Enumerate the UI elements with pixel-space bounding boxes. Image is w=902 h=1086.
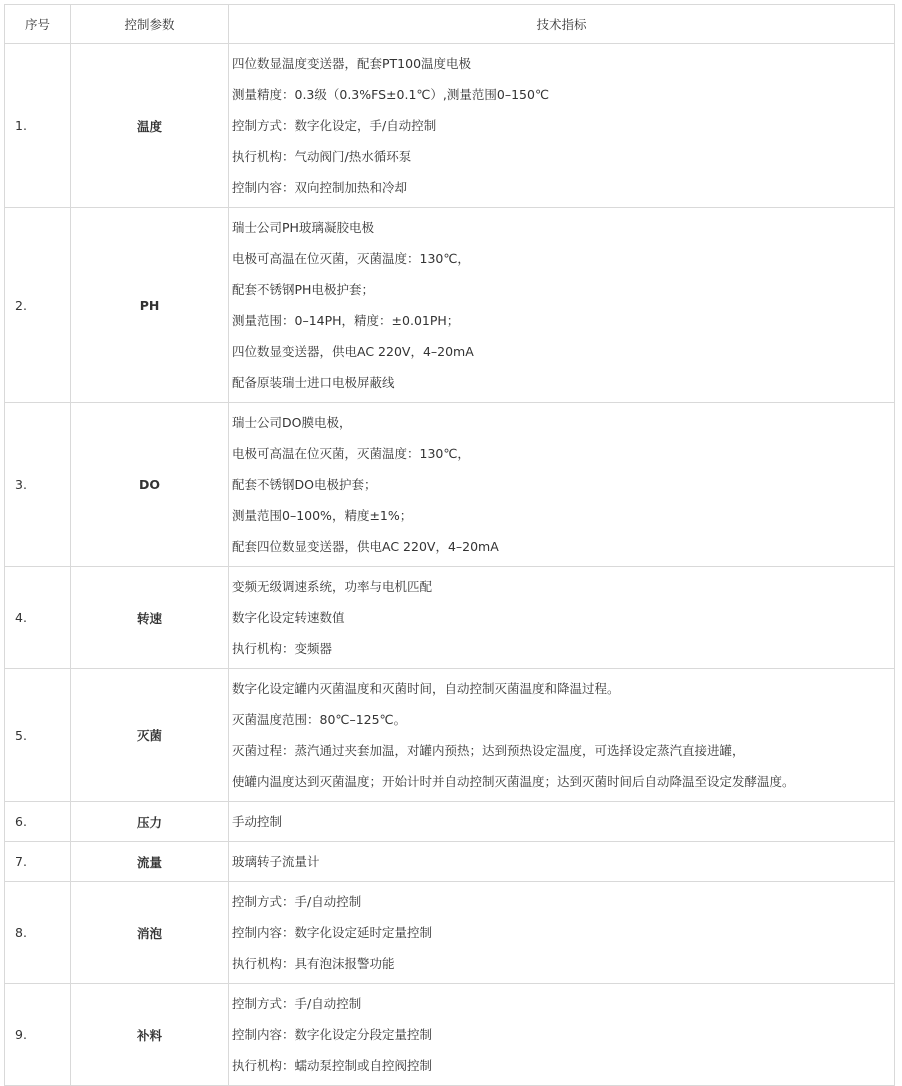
technical-spec — [229, 669, 895, 802]
technical-spec — [229, 44, 895, 208]
control-parameter: 消泡 — [71, 882, 229, 984]
table-body — [5, 44, 895, 1086]
control-parameter: 灭菌 — [71, 669, 229, 802]
header-index: 序号 — [5, 5, 71, 44]
spec-line: 灭菌过程：蒸汽通过夹套加温，对罐内预热；达到预热设定温度，可选择设定蒸汽直接进罐， — [232, 743, 745, 758]
technical-spec — [229, 802, 895, 842]
spec-line: 控制内容：双向控制加热和冷却 — [232, 180, 408, 195]
table-row — [5, 882, 895, 984]
row-index: 2. — [5, 208, 71, 403]
technical-spec — [229, 403, 895, 567]
spec-line: 控制方式：手/自动控制 — [232, 894, 362, 909]
control-parameter: PH — [71, 208, 229, 403]
row-index: 9. — [5, 984, 71, 1086]
spec-line: 控制方式：手/自动控制 — [232, 996, 362, 1011]
control-parameter: 温度 — [71, 44, 229, 208]
spec-line: 灭菌温度范围：80℃–125℃。 — [232, 712, 407, 727]
row-index: 7. — [5, 842, 71, 882]
spec-line: 四位数显变送器，供电AC 220V，4–20mA — [232, 344, 474, 359]
spec-table — [4, 4, 895, 1086]
technical-spec — [229, 842, 895, 882]
row-index: 4. — [5, 567, 71, 669]
technical-spec — [229, 882, 895, 984]
spec-line: 执行机构：蠕动泵控制或自控阀控制 — [232, 1058, 433, 1073]
row-index: 3. — [5, 403, 71, 567]
spec-line: 电极可高温在位灭菌，灭菌温度：130℃， — [232, 251, 470, 266]
spec-line: 数字化设定罐内灭菌温度和灭菌时间，自动控制灭菌温度和降温过程。 — [232, 681, 620, 696]
header-row — [5, 5, 895, 44]
spec-line: 瑞士公司DO膜电极， — [232, 415, 352, 430]
spec-line: 测量范围：0–14PH，精度：±0.01PH； — [232, 313, 460, 328]
row-index: 5. — [5, 669, 71, 802]
table-row — [5, 208, 895, 403]
row-index: 1. — [5, 44, 71, 208]
spec-line: 使罐内温度达到灭菌温度；开始计时并自动控制灭菌温度；达到灭菌时间后自动降温至设定发酵温度。 — [232, 774, 795, 789]
table-row — [5, 802, 895, 842]
spec-line: 配套不锈钢DO电极护套； — [232, 477, 377, 492]
spec-line: 测量精度：0.3级（0.3%FS±0.1℃）,测量范围0–150℃ — [232, 87, 550, 102]
spec-line: 瑞士公司PH玻璃凝胶电极 — [232, 220, 374, 235]
spec-line: 变频无级调速系统，功率与电机匹配 — [232, 579, 433, 594]
technical-spec — [229, 984, 895, 1086]
spec-line: 控制内容：数字化设定延时定量控制 — [232, 925, 433, 940]
row-index: 8. — [5, 882, 71, 984]
control-parameter: 压力 — [71, 802, 229, 842]
table-row — [5, 44, 895, 208]
spec-line: 玻璃转子流量计 — [232, 854, 320, 869]
spec-line: 执行机构：变频器 — [232, 641, 333, 656]
spec-line: 执行机构：气动阀门/热水循环泵 — [232, 149, 412, 164]
table-row — [5, 842, 895, 882]
table-row — [5, 403, 895, 567]
spec-line: 配套四位数显变送器，供电AC 220V，4–20mA — [232, 539, 499, 554]
spec-line: 四位数显温度变送器，配套PT100温度电极 — [232, 56, 472, 71]
control-parameter: DO — [71, 403, 229, 567]
spec-line: 执行机构：具有泡沫报警功能 — [232, 956, 395, 971]
control-parameter: 流量 — [71, 842, 229, 882]
spec-line: 控制内容：数字化设定分段定量控制 — [232, 1027, 433, 1042]
table-row — [5, 984, 895, 1086]
spec-line: 控制方式：数字化设定，手/自动控制 — [232, 118, 437, 133]
row-index: 6. — [5, 802, 71, 842]
spec-line: 数字化设定转速数值 — [232, 610, 345, 625]
control-parameter: 补料 — [71, 984, 229, 1086]
spec-line: 手动控制 — [232, 814, 283, 829]
spec-line: 电极可高温在位灭菌，灭菌温度：130℃， — [232, 446, 470, 461]
technical-spec — [229, 567, 895, 669]
table-row — [5, 669, 895, 802]
spec-line: 配备原装瑞士进口电极屏蔽线 — [232, 375, 395, 390]
spec-line: 测量范围0–100%，精度±1%； — [232, 508, 413, 523]
table-header — [5, 5, 895, 44]
spec-line: 配套不锈钢PH电极护套； — [232, 282, 374, 297]
table-row — [5, 567, 895, 669]
header-spec: 技术指标 — [229, 5, 895, 44]
control-parameter: 转速 — [71, 567, 229, 669]
technical-spec — [229, 208, 895, 403]
header-param: 控制参数 — [71, 5, 229, 44]
